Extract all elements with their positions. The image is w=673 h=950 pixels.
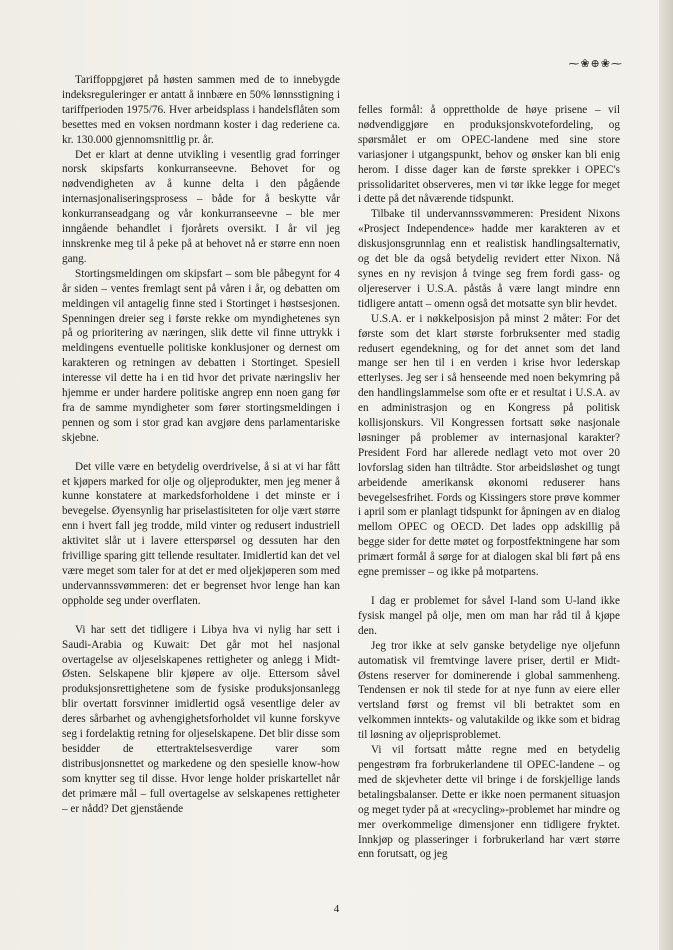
paragraph: Tariffoppgjøret på høsten sammen med de to innebygde indeksreguleringer er antatt å innbære en 50% lønnsstigning i tariffperioden 1975/76. Hver arbeidsplass i handelsflåten som besettes med en voksen nordmann koster i dag rederiene ca. kr. 130.000 gjennomsnittlig pr. år.: [62, 74, 340, 146]
paragraph: Jeg tror ikke at selv ganske betydelige nye oljefunn automatisk vil fremtvinge lavere priser, dertil er Midt-Østens reserver for dominerende i global sammenheng. Tendensen er nok til stede for at nye funn av eiere eller vertsland først og fremst vil bli betraktet som en velkommen inntekts- og valutakilde og ikke som et bidrag til løsning av oljeprisproblemet.: [358, 639, 620, 742]
paragraph: Stortingsmeldingen om skipsfart – som ble påbegynt for 4 år siden – ventes fremlagt sent på våren i år, og debatten om meldingen vil antagelig finne sted i Stortinget i høstsesjonen. Spenningen dreier seg i første rekke om myndighetenes syn på og prioritering av næringen, slik dette vil finne uttrykk i meldingens eventuelle politiske konklusjoner og dernest om karakteren og retningen av debatten i Stortinget. Spesiell interesse vil dette ha i en tid hvor det private næringsliv her hjemme er under hardere politiske angrep enn noen gang før fra de samme myndigheter som fører stortingsmeldingen i pennen og som i stor grad kan avgjøre dens parlamentariske skjebne.: [62, 267, 340, 444]
right-column: [358, 103, 620, 862]
paragraph: Vi har sett det tidligere i Libya hva vi nylig har sett i Saudi-Arabia og Kuwait: Det går mot hel nasjonal overtagelse av oljeselskapenes rettigheter og anlegg i Midt-Østen. Selskapene blir kjøpere av olje. Ettersom såvel produksjonsrettighetene som de fysiske produksjonsanlegg blir overtatt forsvinner imidlertid også vesentlige deler av deres sårbarhet og avhengighetsforholdet vil kunne forskyve seg i fordelaktig retning for oljeselskapene. Det blir disse som besidder de ettertraktelsesverdige varer som distribusjonsnettet og markedene og den spesielle know-how som knytter seg til disse. Hvor lenge holder priskartellet når det primære mål – full overtagelse av selskapenes rettigheter – er nådd? Det gjenstående: [62, 623, 340, 815]
paragraph: Vi vil fortsatt måtte regne med en betydelig pengestrøm fra forbrukerlandene til OPEC-landene – og med de skjevheter dette vil bringe i de forskjellige lands betalingsbalanser. Dette er ikke noen permanent situasjon og meget tyder på at «recycling»-problemet har mindre og mer overkommelige dimensjoner enn tidligere fryktet. Innkjøp og plasseringer i forbrukerland har vært større enn forutsatt, og jeg: [358, 744, 620, 861]
decorative-ornament: ⁓❀⊕❀⁓: [568, 58, 623, 70]
paragraph: Det ville være en betydelig overdrivelse, å si at vi har fått et kjøpers marked for olje og oljeprodukter, men jeg mener å kunne konstatere at markedsforholdene i det minste er i bevegelse. Øyensynlig har priselastisiteten for olje vært større enn i hvert fall jeg trodde, mild vinter og redusert industriell aktivitet slår ut i lavere etterspørsel og dessuten har den frivillige sparing gitt tellende resultater. Imidlertid kan det vel være meget som taler for at det er med oljekjøperen som med undervannssvømmeren: det er begrenset hvor lenge han kan oppholde seg under overflaten.: [62, 460, 340, 607]
paragraph: U.S.A. er i nøkkelposisjon på minst 2 måter: For det første som det klart største forbruksenter med stadig redusert egendekning, og for det annet som det land mange ser hen til i en verden i krise hvor lederskap etterlyses. Jeg ser i så henseende med noen bekymring på den handlingslammelse som ofte er et resultat i U.S.A. av en administrasjon og en Kongress på politisk kollisjonskurs. Vil Kongressen fortsatt søke nasjonale løsninger på problemer av internasjonal karakter? President Ford har allerede nedlagt veto mot over 20 lovforslag siden han tiltrådte. Stor arbeidsløshet og tungt arbeidende amerikansk økonomi reduserer hans bevegelsesfrihet. Fords og Kissingers store prøve kommer i april som er planlagt tidspunkt for åpningen av en dialog mellom OPEC og OECD. Det lades opp adskillig på begge sider for dette møtet og forpostfektningene har som primært formål å sørge for at dialogen skal bli ført på ens egne premisser – og ikke på motpartens.: [358, 312, 620, 579]
paragraph: Det er klart at denne utvikling i vesentlig grad forringer norsk skipsfarts konkurranseevne. Behovet for og nødvendigheten av å kunne delta i den pågående internasjonaliseringsprosess – både for å beskytte vår konkurranseadgang og vår konkurranseevne – ble mer inngående behandlet i fjorårets oversikt. I år vil jeg innskrenke meg til å peke på at behovet nå er større enn noen gang.: [62, 148, 340, 265]
paragraph: Tilbake til undervannssvømmeren: President Nixons «Prosject Independence» hadde mer karakteren av et diskusjonsgrunnlag enn et realistisk handlingsalternativ, og det ble da også betydelig revidert etter Nixon. Nå synes en ny revisjon å tvinge seg frem fordi gass- og oljereserver i U.S.A. påstås å være langt mindre enn tidligere antatt – omenn også det motsatte syn blir hevdet.: [358, 208, 620, 310]
paragraph: I dag er problemet for såvel I-land som U-land ikke fysisk mangel på olje, men om man har råd til å kjøpe den.: [358, 595, 620, 637]
paragraph: felles formål: å opprettholde de høye prisene – vil nødvendiggjøre en produksjonskvotefordeling, og spørsmålet er om OPEC-landene med sine store variasjoner i utgangspunkt, behov og ønsker kan bli enig herom. I disse dager kan de første sprekker i OPEC's prissolidaritet observeres, men vi tør ikke legge for meget i dette på det nåværende tidspunkt.: [358, 104, 620, 206]
left-column: [62, 73, 340, 817]
page-number: 4: [333, 903, 340, 915]
page-edge: [659, 0, 673, 950]
